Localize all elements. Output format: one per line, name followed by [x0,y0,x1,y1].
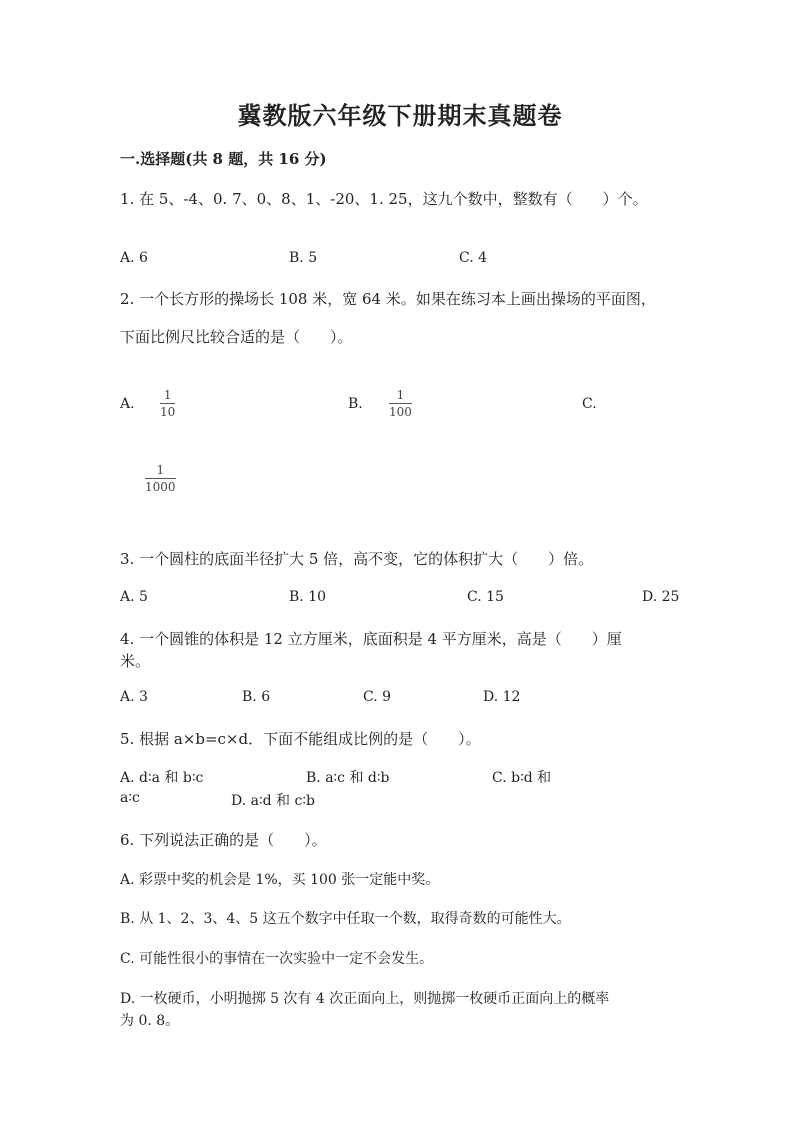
question-6-option-a: A. 彩票中奖的机会是 1%，买 100 张一定能中奖。 [120,872,440,888]
fraction-bar [389,403,412,404]
question-5-option-d: D. a∶d 和 c∶b [231,793,315,809]
fraction-denominator: 10 [160,405,176,419]
question-2-text-line1: 2. 一个长方形的操场长 108 米，宽 64 米。如果在练习本上画出操场的平面图， [120,290,656,308]
question-3-option-d: D. 25 [642,589,680,605]
question-5-option-c-line2: a∶c [120,790,140,806]
question-2-option-a-label: A. [120,396,135,412]
fraction-bar [160,403,175,404]
question-6-option-b: B. 从 1、2、3、4、5 这五个数字中任取一个数，取得奇数的可能性大。 [120,911,571,927]
question-1-option-a: A. 6 [120,250,148,266]
question-3-option-a: A. 5 [120,589,148,605]
fraction-denominator: 1000 [145,480,176,494]
question-6-option-d-line2: 为 0. 8。 [120,1013,180,1029]
fraction-numerator: 1 [396,388,405,402]
question-2-option-a-fraction [160,388,175,419]
question-3-option-b: B. 10 [289,589,327,605]
question-3-option-c: C. 15 [467,589,504,605]
question-4-text-line1: 4. 一个圆锥的体积是 12 立方厘米，底面积是 4 平方厘米，高是（ ）厘 [120,630,622,648]
question-2-text-line2: 下面比例尺比较合适的是（ ）。 [120,328,353,346]
question-4-option-b: B. 6 [242,689,271,705]
question-2-option-b-label: B. [348,396,363,412]
question-4-option-c: C. 9 [363,689,392,705]
fraction-numerator: 1 [156,463,165,477]
question-4-option-a: A. 3 [120,689,148,705]
question-1-text: 1. 在 5、-4、0. 7、0、8、1、-20、1. 25，这九个数中，整数有（ ）个。 [120,190,648,208]
question-2-option-b-fraction [389,388,412,419]
question-6-option-d-line1: D. 一枚硬币，小明抛掷 5 次有 4 次正面向上，则抛掷一枚硬币正面向上的概率 [120,991,610,1007]
fraction-bar [145,478,176,479]
question-4-text-line2: 米。 [120,652,151,670]
section-heading: 一.选择题(共 8 题，共 16 分) [120,150,327,168]
question-3-text: 3. 一个圆柱的底面半径扩大 5 倍，高不变，它的体积扩大（ ）倍。 [120,550,594,568]
fraction-denominator: 100 [389,405,412,419]
question-2-option-c-fraction [145,463,176,494]
question-6-option-c: C. 可能性很小的事情在一次实验中一定不会发生。 [120,951,434,967]
question-5-text: 5. 根据 a×b=c×d．下面不能组成比例的是（ ）。 [120,730,481,748]
question-6-text: 6. 下列说法正确的是（ ）。 [120,831,327,849]
question-5-option-b: B. a∶c 和 d∶b [306,770,390,786]
question-5-option-a: A. d∶a 和 b∶c [120,770,204,786]
question-2-option-c-label: C. [582,396,597,412]
page-title: 冀教版六年级下册期末真题卷 [237,101,563,130]
fraction-numerator: 1 [163,388,172,402]
question-1-option-b: B. 5 [289,250,318,266]
question-1-option-c: C. 4 [459,250,488,266]
question-5-option-c-line1: C. b∶d 和 [492,770,552,786]
question-4-option-d: D. 12 [483,689,521,705]
